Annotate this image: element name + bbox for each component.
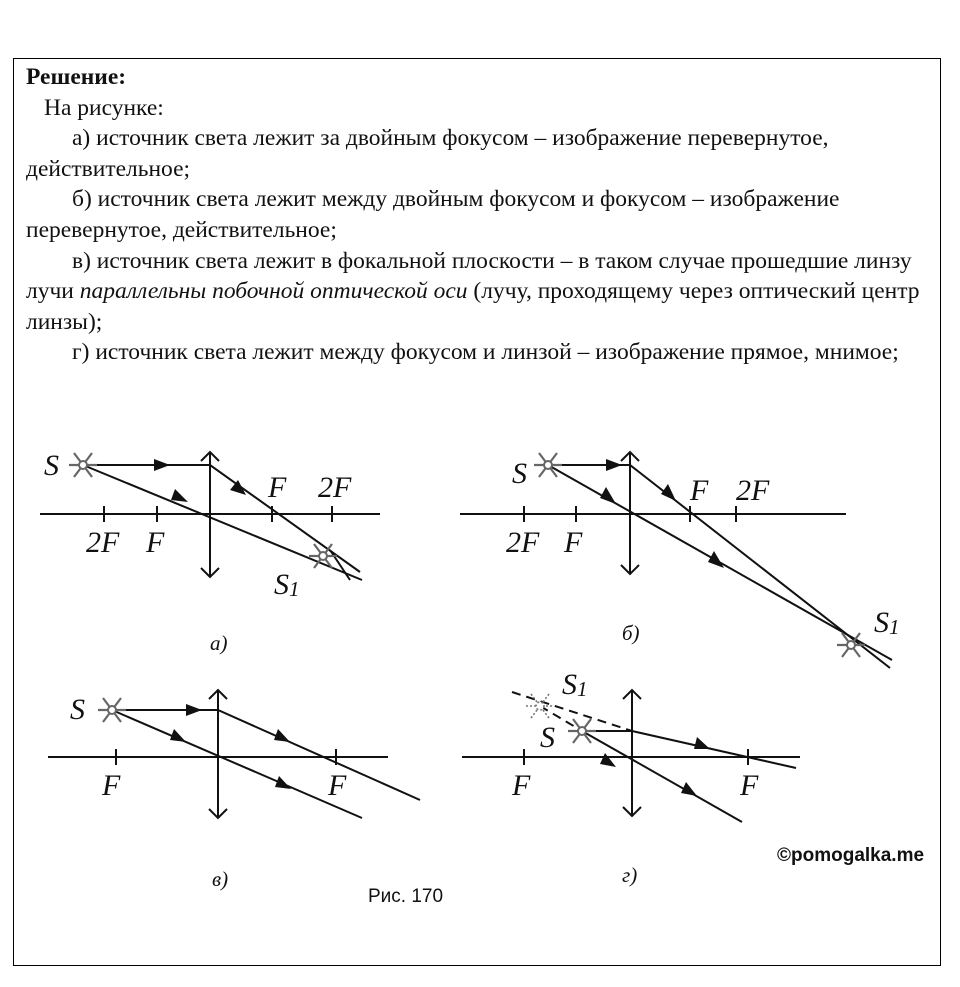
label-f-left-v: F — [102, 769, 121, 802]
label-s1-b: S1 — [874, 606, 900, 639]
item-v-italic: параллельны побочной оптической оси — [79, 278, 468, 305]
item-v-start: в) источник света лежит в фокальной плоскости – в таком случае прошедшие линзу лучи — [26, 247, 912, 305]
label-2f-left-b: 2F — [506, 526, 540, 559]
ray-g-center — [582, 731, 742, 822]
item-a: а) источник света лежит за двойным фокусом – изображение перевернутое, действительное; — [26, 125, 829, 182]
source-icon-a — [69, 453, 97, 477]
label-s-v: S — [70, 693, 85, 726]
figure-caption: Рис. 170 — [368, 886, 444, 907]
label-f-left-b: F — [564, 526, 583, 559]
label-2f-right-a: 2F — [318, 471, 352, 504]
label-f-right-b: F — [690, 474, 709, 507]
label-f-left-g: F — [512, 769, 531, 802]
panel-label-v: в) — [212, 867, 229, 891]
item-b: б) источник света лежит между двойным фокусом и фокусом – изображение перевернутое, действительное; — [26, 186, 840, 243]
item-v-end: (лучу, проходящему через оптический центр линзы); — [26, 278, 920, 335]
source-icon-b — [534, 453, 562, 477]
label-s1-g: S1 — [562, 668, 588, 701]
label-f-left-a: F — [146, 526, 165, 559]
source-icon-g — [568, 719, 596, 743]
label-2f-right-b: 2F — [736, 474, 770, 507]
label-s1-a: S1 — [274, 568, 300, 601]
source-icon-v — [98, 698, 126, 722]
panel-label-b: б) — [622, 621, 640, 645]
solution-intro: На рисунке: — [44, 94, 164, 121]
panel-label-g: г) — [622, 863, 638, 887]
label-s-b: S — [512, 457, 527, 490]
label-s-g: S — [540, 721, 555, 754]
solution-heading: Решение: — [26, 64, 127, 90]
ray-b-parallel — [548, 465, 890, 668]
ray-v-parallel — [112, 710, 420, 800]
watermark: ©pomogalka.me — [777, 845, 925, 866]
panel-g — [462, 690, 800, 822]
panel-label-a: а) — [210, 631, 228, 655]
label-f-right-v: F — [328, 769, 347, 802]
item-g: г) источник света лежит между фокусом и линзой – изображение прямое, мнимое; — [72, 339, 899, 366]
label-f-right-a: F — [268, 471, 287, 504]
label-s-a: S — [44, 449, 59, 482]
label-f-right-g: F — [740, 769, 759, 802]
ray-v-center — [112, 710, 362, 818]
label-2f-left-a: 2F — [86, 526, 120, 559]
